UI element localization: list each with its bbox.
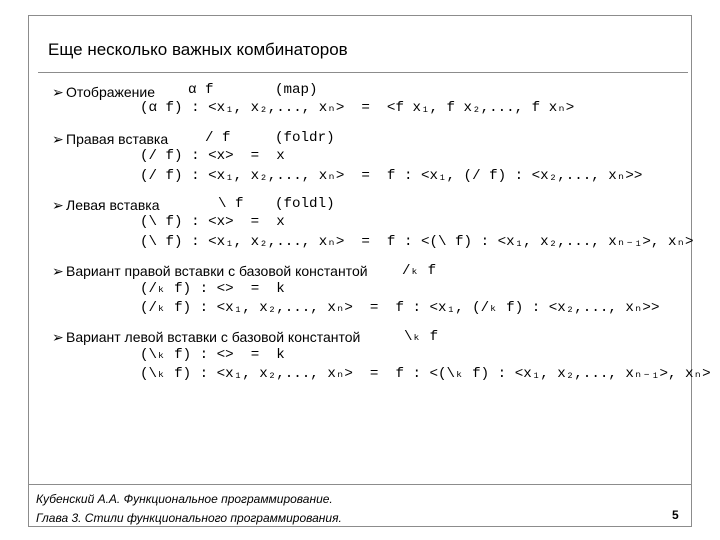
- bullet-foldr-k: [52, 263, 368, 280]
- combinator-foldl-k: \ₖ f: [404, 329, 439, 345]
- footer-divider: [28, 484, 692, 485]
- combinator-foldl: \ f: [218, 196, 244, 212]
- bullet-label: Левая вставка: [66, 197, 160, 213]
- formula-foldl-k-2: (\ₖ f) : <x₁, x₂,..., xₙ> = f : <(\ₖ f) : <x₁, x₂,..., xₙ₋₁>, xₙ>: [140, 366, 711, 382]
- bullet-foldl: [52, 197, 160, 214]
- bullet-foldl-k: [52, 329, 360, 346]
- arrow-bullet-icon: ➢: [52, 263, 64, 279]
- formula-map-1: (α f) : <x₁, x₂,..., xₙ> = <f x₁, f x₂,..., f xₙ>: [140, 100, 575, 116]
- arrow-bullet-icon: ➢: [52, 329, 64, 345]
- page-number: 5: [672, 508, 679, 522]
- bullet-label: Вариант правой вставки с базовой константой: [66, 263, 368, 279]
- slide-title: Еще несколько важных комбинаторов: [48, 40, 348, 59]
- arrow-bullet-icon: ➢: [52, 84, 64, 100]
- arrow-bullet-icon: ➢: [52, 131, 64, 147]
- formula-foldl-k-1: (\ₖ f) : <> = k: [140, 347, 285, 363]
- formula-foldr-1: (/ f) : <x> = x: [140, 148, 285, 164]
- bullet-foldr: [52, 131, 168, 148]
- formula-foldr-2: (/ f) : <x₁, x₂,..., xₙ> = f : <x₁, (/ f) : <x₂,..., xₙ>>: [140, 168, 643, 184]
- combinator-name-map: (map): [275, 82, 318, 98]
- combinator-foldr: / f: [205, 130, 231, 146]
- footer-chapter: Глава 3. Стили функционального программирования.: [36, 511, 342, 525]
- bullet-label: Правая вставка: [66, 131, 169, 147]
- combinator-map: α f: [188, 82, 214, 98]
- formula-foldr-k-2: (/ₖ f) : <x₁, x₂,..., xₙ> = f : <x₁, (/ₖ f) : <x₂,..., xₙ>>: [140, 300, 660, 316]
- formula-foldl-1: (\ f) : <x> = x: [140, 214, 285, 230]
- footer-author: Кубенский А.А. Функциональное программирование.: [36, 492, 333, 506]
- bullet-label: Вариант левой вставки с базовой константой: [66, 329, 361, 345]
- combinator-name-foldr: (foldr): [275, 130, 335, 146]
- bullet-label: Отображение: [66, 84, 156, 100]
- formula-foldl-2: (\ f) : <x₁, x₂,..., xₙ> = f : <(\ f) : <x₁, x₂,..., xₙ₋₁>, xₙ>: [140, 234, 694, 250]
- combinator-foldr-k: /ₖ f: [402, 263, 437, 279]
- arrow-bullet-icon: ➢: [52, 197, 64, 213]
- combinator-name-foldl: (foldl): [275, 196, 335, 212]
- formula-foldr-k-1: (/ₖ f) : <> = k: [140, 281, 285, 297]
- title-divider: [38, 72, 688, 73]
